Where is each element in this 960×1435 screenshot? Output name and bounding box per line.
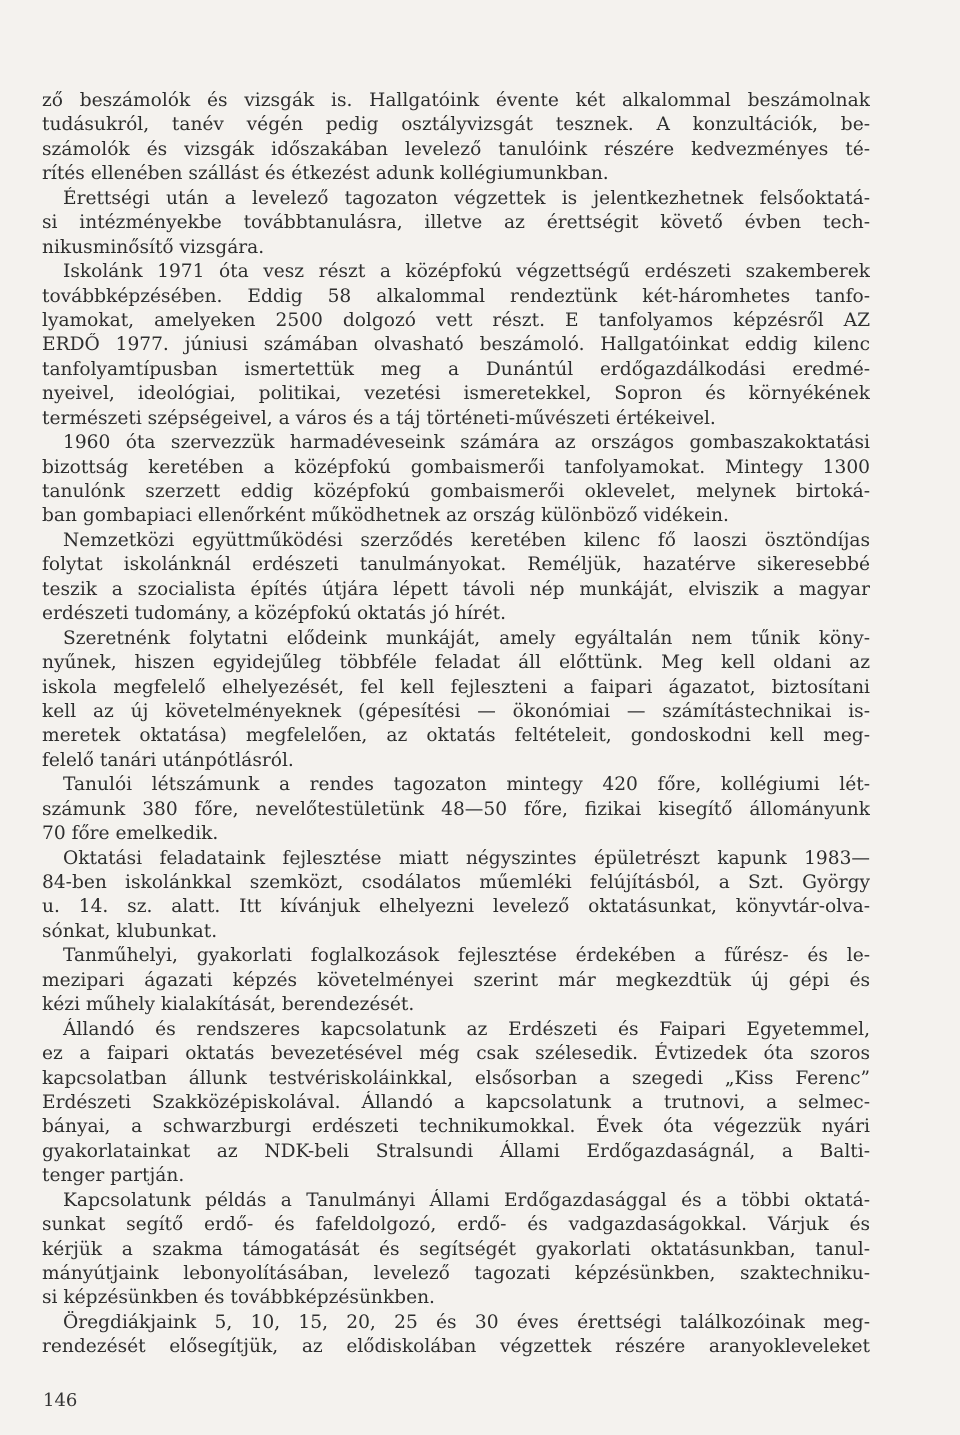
page-number: 146 [43, 1390, 78, 1411]
text-line: ban gombapiaci ellenőrként működhetnek az ország különböző vidékein. [42, 505, 729, 527]
text-line: számolók és vizsgák időszakában levelező tanulóink részére kedvezményes té- [42, 138, 870, 160]
text-line: si intézményekbe továbbtanulásra, illetve az érettségit követő évben tech- [42, 212, 870, 234]
text-line: sunkat segítő erdő- és fafeldolgozó, erdő- és vadgazdaságokkal. Várjuk és [42, 1214, 870, 1236]
text-line: sónkat, klubunkat. [42, 920, 218, 942]
text-line: bizottság keretében a középfokú gombaismerői tanfolyamokat. Mintegy 1300 [42, 456, 870, 478]
text-line: továbbképzésében. Eddig 58 alkalommal rendeztünk két-háromhetes tanfo- [42, 285, 870, 307]
text-line: mezipari ágazati képzés követelményei szerint már megkezdtük új gépi és [42, 969, 870, 991]
text-line: mányútjaink lebonyolításában, levelező tagozati képzésünkben, szaktechniku- [42, 1263, 870, 1284]
text-line: felelő tanári utánpótlásról. [42, 749, 294, 771]
text-line: tanfolyamtípusban ismertettük meg a Dunántúl erdőgazdálkodási eredmé- [42, 358, 870, 380]
text-line: nyeivel, ideológiai, politikai, vezetési ismeretekkel, Sopron és környékének [42, 383, 870, 405]
text-line: 70 főre emelkedik. [42, 823, 219, 845]
text-line: számunk 380 főre, nevelőtestületünk 48—50 főre, fizikai kisegítő állományunk [42, 798, 870, 820]
body-text [42, 89, 870, 1360]
text-line: ERDŐ 1977. júniusi számában olvasható beszámoló. Hallgatóinkat eddig kilenc [42, 334, 870, 356]
text-line: bányai, a schwarzburgi erdészeti technikumokkal. Évek óta végezzük nyári [42, 1116, 870, 1138]
text-line: Állandó és rendszeres kapcsolatunk az Erdészeti és Faipari Egyetemmel, [63, 1018, 870, 1040]
text-line: ző beszámolók és vizsgák is. Hallgatóink évente két alkalommal beszámolnak [42, 90, 870, 111]
text-line: Öregdiákjaink 5, 10, 15, 20, 25 és 30 éves érettségi találkozóinak meg- [63, 1311, 870, 1333]
text-line: si képzésünkben és továbbképzésünkben. [42, 1287, 435, 1309]
text-line: tenger partján. [42, 1165, 185, 1187]
text-line: Nemzetközi együttműködési szerződés keretében kilenc fő laoszi ösztöndíjas [63, 529, 870, 551]
text-line: rendezését elősegítjük, az elődiskolában végzettek részére aranyokleveleket [42, 1336, 870, 1358]
text-line: meretek oktatása) megfelelően, az oktatás feltételeit, gondoskodni kell meg- [42, 725, 870, 747]
text-line: ez a faipari oktatás bevezetésével még csak szélesedik. Évtizedek óta szoros [42, 1043, 870, 1065]
text-line: tanulónk szerzett eddig középfokú gombaismerői oklevelet, melynek birtoká- [42, 481, 870, 502]
text-line: kézi műhely kialakítását, berendezését. [42, 994, 415, 1016]
text-line: erdészeti tudomány, a középfokú oktatás jó hírét. [42, 603, 507, 625]
text-line: Iskolánk 1971 óta vesz részt a középfokú végzettségű erdészeti szakemberek [63, 261, 870, 283]
text-line: Tanulói létszámunk a rendes tagozaton mintegy 420 főre, kollégiumi lét- [63, 774, 870, 796]
text-line: kell az új követelményeknek (gépesítési — ökonómiai — számítástechnikai is- [42, 700, 870, 722]
text-line: Kapcsolatunk példás a Tanulmányi Állami Erdőgazdasággal és a többi oktatá- [63, 1189, 870, 1211]
text-line: iskola megfelelő elhelyezését, fel kell fejleszteni a faipari ágazatot, biztosítani [42, 676, 870, 698]
text-line: rítés ellenében szállást és étkezést adunk kollégiumunkban. [42, 163, 609, 185]
text-line: nyűnek, hiszen egyidejűleg többféle feladat áll előttünk. Meg kell oldani az [42, 652, 870, 674]
text-line: 84-ben iskolánkkal szemközt, csodálatos műemléki felújításból, a Szt. György [42, 872, 870, 893]
text-line: Tanműhelyi, gyakorlati foglalkozások fejlesztése érdekében a fűrész- és le- [63, 945, 870, 967]
text-line: kapcsolatban állunk testvériskoláinkkal, elsősorban a szegedi „Kiss Ferenc” [42, 1067, 870, 1089]
text-line: Érettségi után a levelező tagozaton végzettek is jelentkezhetnek felsőoktatá- [63, 187, 870, 209]
text-line: Erdészeti Szakközépiskolával. Állandó a kapcsolatunk a trutnovi, a selmec- [42, 1091, 870, 1113]
text-line: Oktatási feladataink fejlesztése miatt négyszintes épületrészt kapunk 1983— [63, 847, 870, 869]
text-line: teszik a szocialista építés útjára lépett távoli nép munkáját, elviszik a magyar [42, 578, 870, 600]
text-line: tudásukról, tanév végén pedig osztályvizsgát tesznek. A konzultációk, be- [42, 114, 870, 136]
text-line: u. 14. sz. alatt. Itt kívánjuk elhelyezni levelező oktatásunkat, könyvtár-olva- [42, 896, 870, 918]
text-line: lyamokat, amelyeken 2500 dolgozó vett részt. E tanfolyamos képzésről AZ [42, 309, 870, 331]
text-line: folytat iskolánknál erdészeti tanulmányokat. Reméljük, hazatérve sikeresebbé [42, 554, 870, 576]
text-line: kérjük a szakma támogatását és segítségét gyakorlati oktatásunkban, tanul- [42, 1238, 870, 1260]
text-line: természeti szépségeivel, a város és a táj történeti-művészeti értékeivel. [42, 407, 716, 429]
text-line: 1960 óta szervezzük harmadéveseink számára az országos gombaszakoktatási [63, 432, 870, 454]
text-line: nikusminősítő vizsgára. [42, 236, 265, 258]
text-line: gyakorlatainkat az NDK-beli Stralsundi Állami Erdőgazdaságnál, a Balti- [42, 1140, 870, 1162]
text-line: Szeretnénk folytatni elődeink munkáját, amely egyáltalán nem tűnik köny- [63, 627, 870, 649]
